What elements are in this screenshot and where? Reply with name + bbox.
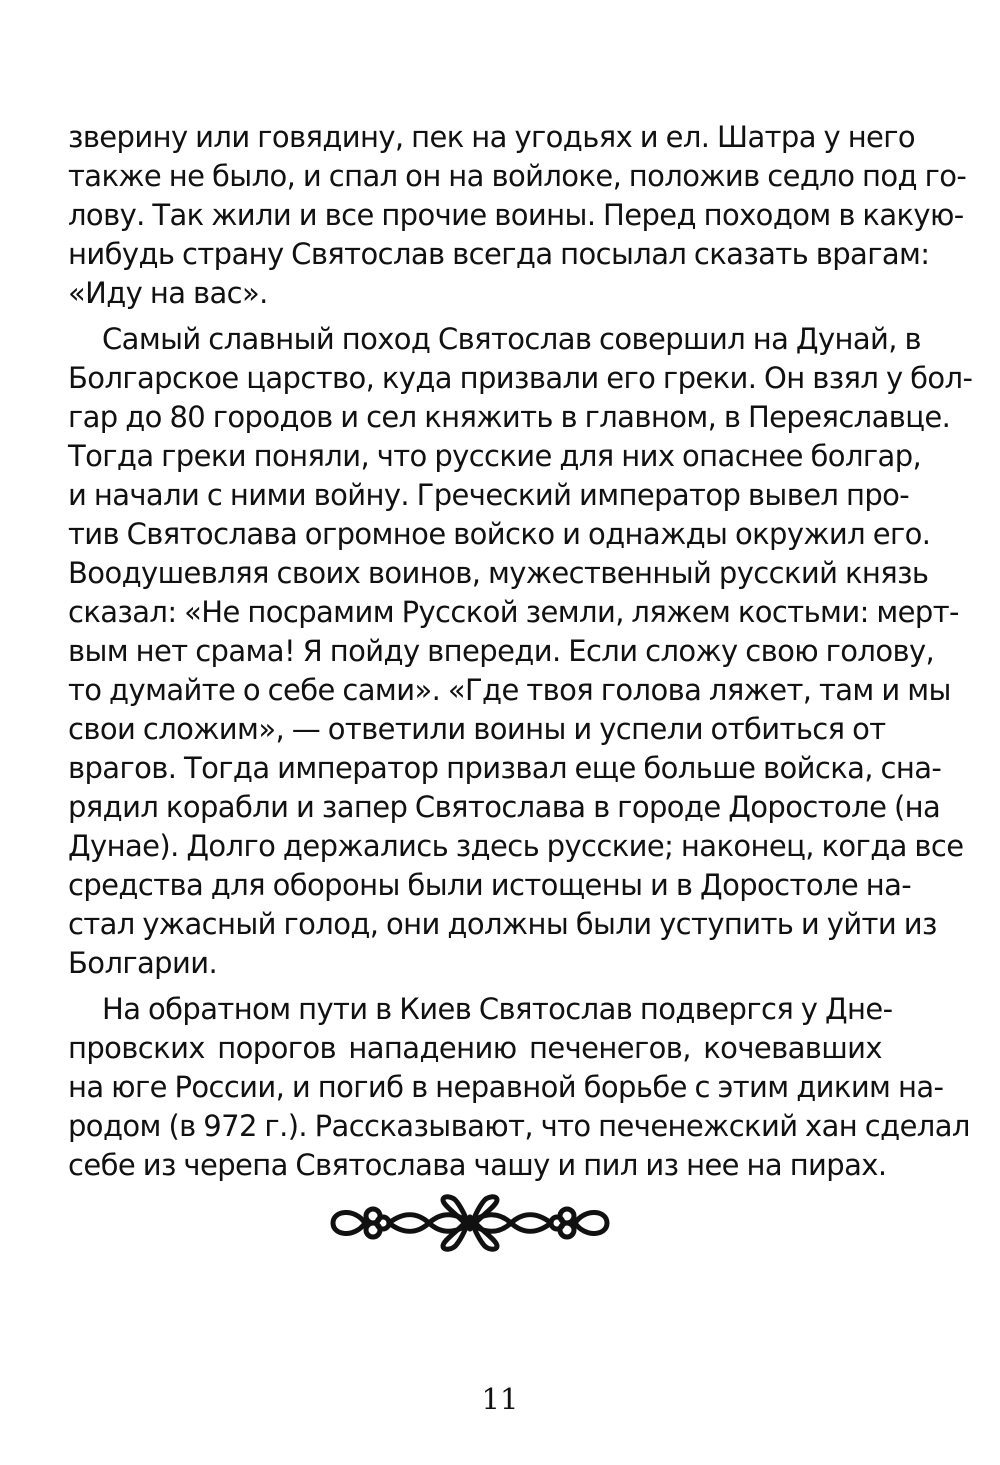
text-line: лову. Так жили и все прочие воины. Перед походом в какую- — [68, 198, 964, 232]
text-line: то думайте о себе сами». «Где твоя голова ляжет, там и мы — [68, 673, 951, 707]
text-line: Тогда греки поняли, что русские для них опаснее болгар, — [68, 439, 922, 473]
text-line: себе из черепа Святослава чашу и пил из нее на пирах. — [68, 1148, 887, 1182]
text-line: нибудь страну Святослав всегда посылал сказать врагам: — [68, 237, 930, 271]
text-line: и начали с ними войну. Греческий император вывел про- — [68, 478, 910, 512]
text-line: провских порогов нападению печенегов, кочевавших — [68, 1031, 882, 1065]
text-line: сказал: «Не посрамим Русской земли, ляжем костьми: мерт- — [68, 595, 959, 629]
text-line: Дунае). Долго держались здесь русские; наконец, когда все — [68, 829, 964, 863]
text-line: средства для обороны были истощены и в Доростоле на- — [68, 868, 912, 902]
paragraph-1 — [68, 118, 967, 313]
text-line: На обратном пути в Киев Святослав подвергся у Дне- — [102, 992, 893, 1026]
text-line: Самый славный поход Святослав совершил на Дунай, в — [102, 322, 922, 356]
text-line: также не было, и спал он на войлоке, положив седло под го- — [68, 159, 967, 193]
paragraph-2 — [68, 320, 973, 983]
paragraph-3 — [68, 990, 970, 1185]
page-number: 11 — [481, 1382, 519, 1416]
text-line: родом (в 972 г.). Рассказывают, что печенежский хан сделал — [68, 1109, 970, 1143]
text-line: Воодушевляя своих воинов, мужественный русский князь — [68, 556, 929, 590]
text-line: Болгарское царство, куда призвали его греки. Он взял у бол- — [68, 361, 973, 395]
body-text — [68, 118, 973, 1185]
decorative-flourish-icon — [325, 1190, 615, 1256]
text-line: гар до 80 городов и сел княжить в главном, в Переяславце. — [68, 400, 951, 434]
text-line: свои сложим», — ответили воины и успели отбиться от — [68, 712, 886, 746]
text-line: Болгарии. — [68, 946, 218, 980]
text-line: зверину или говядину, пек на угодьях и ел. Шатра у него — [68, 120, 916, 154]
text-line: стал ужасный голод, они должны были уступить и уйти из — [68, 907, 937, 941]
text-line: тив Святослава огромное войско и однажды окружил его. — [68, 517, 931, 551]
text-line: на юге России, и погиб в неравной борьбе с этим диким на- — [68, 1070, 944, 1104]
text-line: «Иду на вас». — [68, 276, 268, 310]
text-line: рядил корабли и запер Святослава в городе Доростоле (на — [68, 790, 941, 824]
text-line: врагов. Тогда император призвал еще больше войска, сна- — [68, 751, 942, 785]
text-line: вым нет срама! Я пойду впереди. Если сложу свою голову, — [68, 634, 935, 668]
